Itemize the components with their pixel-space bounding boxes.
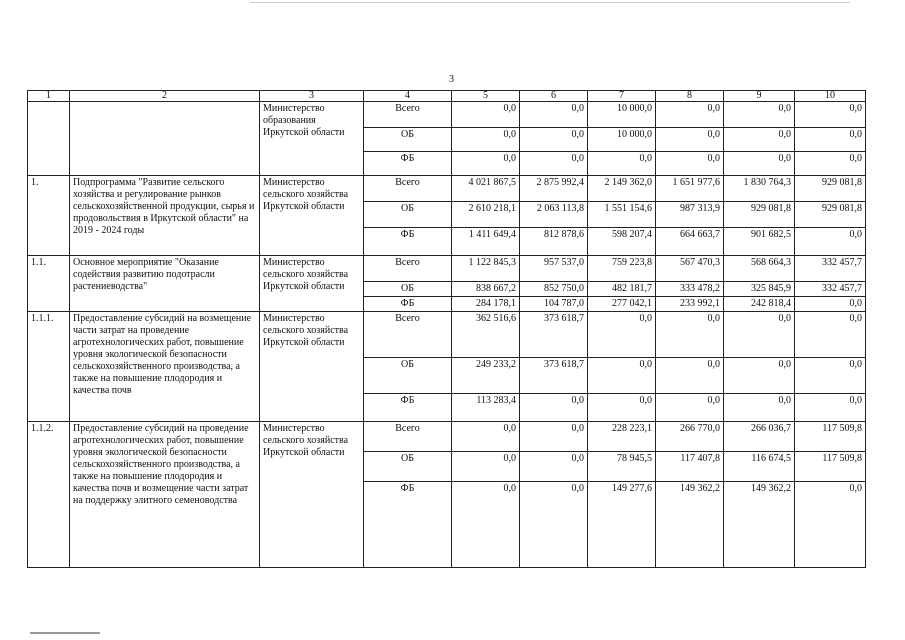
amount-cell: 1 830 764,3: [724, 176, 795, 202]
item-index: 1.1.2.: [28, 422, 70, 568]
table-row: [28, 256, 866, 282]
item-index: 1.: [28, 176, 70, 256]
amount-cell: 987 313,9: [656, 202, 724, 228]
amount-cell: 0,0: [724, 358, 795, 394]
amount-cell: 0,0: [588, 312, 656, 358]
amount-cell: 0,0: [520, 394, 588, 422]
funding-source: ФБ: [364, 394, 452, 422]
amount-cell: 664 663,7: [656, 228, 724, 256]
item-name: Подпрограмма "Развитие сельского хозяйства и регулирование рынков сельскохозяйственной продукции, сырья и продовольствия в Иркутской области" на 2019 - 2024 годы: [70, 176, 260, 256]
column-header: 2: [70, 91, 260, 102]
table-row: [28, 312, 866, 358]
amount-cell: 0,0: [724, 102, 795, 128]
table-row: [28, 102, 866, 128]
amount-cell: 1 551 154,6: [588, 202, 656, 228]
item-name: Предоставление субсидий на возмещение части затрат на проведение агротехнологических работ, повышение уровня экологической безопасности сельскохозяйственного производства, а также на повышение плодородия и качества почв: [70, 312, 260, 422]
funding-source: ОБ: [364, 452, 452, 482]
amount-cell: 0,0: [588, 394, 656, 422]
funding-source: Всего: [364, 256, 452, 282]
funding-source: ОБ: [364, 282, 452, 297]
amount-cell: 838 667,2: [452, 282, 520, 297]
amount-cell: 0,0: [795, 228, 866, 256]
item-name: Предоставление субсидий на проведение агротехнологических работ, повышение уровня экологической безопасности сельскохозяйственного производства, а также на повышение плодородия и качества почв и возмещение части затрат на поддержку элитного семеноводства: [70, 422, 260, 568]
amount-cell: 0,0: [656, 102, 724, 128]
scan-artifact-top: [250, 2, 850, 3]
item-name: [70, 102, 260, 176]
amount-cell: 598 207,4: [588, 228, 656, 256]
amount-cell: 362 516,6: [452, 312, 520, 358]
amount-cell: 812 878,6: [520, 228, 588, 256]
amount-cell: 117 407,8: [656, 452, 724, 482]
funding-source: Всего: [364, 176, 452, 202]
amount-cell: 1 411 649,4: [452, 228, 520, 256]
amount-cell: 0,0: [795, 297, 866, 312]
funding-source: Всего: [364, 102, 452, 128]
funding-source: ОБ: [364, 202, 452, 228]
responsible-executor: Министерство сельского хозяйства Иркутской области: [260, 256, 364, 312]
amount-cell: 0,0: [656, 312, 724, 358]
amount-cell: 0,0: [452, 102, 520, 128]
responsible-executor: Министерство сельского хозяйства Иркутской области: [260, 422, 364, 568]
amount-cell: 266 036,7: [724, 422, 795, 452]
amount-cell: 0,0: [588, 358, 656, 394]
page-number: 3: [449, 74, 454, 85]
amount-cell: 117 509,8: [795, 422, 866, 452]
amount-cell: 2 063 113,8: [520, 202, 588, 228]
amount-cell: 228 223,1: [588, 422, 656, 452]
amount-cell: 373 618,7: [520, 312, 588, 358]
amount-cell: 0,0: [452, 422, 520, 452]
item-index: 1.1.: [28, 256, 70, 312]
amount-cell: 242 818,4: [724, 297, 795, 312]
amount-cell: 0,0: [795, 312, 866, 358]
funding-source: ОБ: [364, 128, 452, 152]
amount-cell: 333 478,2: [656, 282, 724, 297]
amount-cell: 0,0: [795, 358, 866, 394]
amount-cell: 0,0: [724, 312, 795, 358]
column-number-row: [28, 91, 866, 102]
amount-cell: 957 537,0: [520, 256, 588, 282]
amount-cell: 929 081,8: [795, 176, 866, 202]
amount-cell: 2 610 218,1: [452, 202, 520, 228]
amount-cell: 104 787,0: [520, 297, 588, 312]
amount-cell: 759 223,8: [588, 256, 656, 282]
amount-cell: 0,0: [520, 452, 588, 482]
amount-cell: 149 362,2: [724, 482, 795, 568]
amount-cell: 0,0: [520, 422, 588, 452]
amount-cell: 0,0: [452, 152, 520, 176]
item-name: Основное мероприятие "Оказание содействия развитию подотрасли растениеводства": [70, 256, 260, 312]
responsible-executor: Министерство сельского хозяйства Иркутской области: [260, 176, 364, 256]
table-body: [28, 91, 866, 568]
amount-cell: 0,0: [520, 482, 588, 568]
amount-cell: 249 233,2: [452, 358, 520, 394]
amount-cell: 0,0: [452, 482, 520, 568]
amount-cell: 325 845,9: [724, 282, 795, 297]
funding-source: ФБ: [364, 228, 452, 256]
amount-cell: 277 042,1: [588, 297, 656, 312]
amount-cell: 482 181,7: [588, 282, 656, 297]
amount-cell: 117 509,8: [795, 452, 866, 482]
amount-cell: 0,0: [588, 152, 656, 176]
amount-cell: 0,0: [724, 128, 795, 152]
amount-cell: 233 992,1: [656, 297, 724, 312]
amount-cell: 116 674,5: [724, 452, 795, 482]
amount-cell: 266 770,0: [656, 422, 724, 452]
budget-table: [27, 90, 866, 568]
column-header: 5: [452, 91, 520, 102]
amount-cell: 10 000,0: [588, 102, 656, 128]
amount-cell: 0,0: [795, 128, 866, 152]
amount-cell: 0,0: [724, 152, 795, 176]
table-row: [28, 422, 866, 452]
funding-source: Всего: [364, 312, 452, 358]
amount-cell: 929 081,8: [724, 202, 795, 228]
amount-cell: 332 457,7: [795, 256, 866, 282]
amount-cell: 0,0: [520, 128, 588, 152]
column-header: 10: [795, 91, 866, 102]
amount-cell: 0,0: [724, 394, 795, 422]
amount-cell: 0,0: [452, 452, 520, 482]
funding-source: Всего: [364, 422, 452, 452]
item-index: 1.1.1.: [28, 312, 70, 422]
amount-cell: 2 875 992,4: [520, 176, 588, 202]
amount-cell: 149 277,6: [588, 482, 656, 568]
amount-cell: 0,0: [520, 152, 588, 176]
scan-artifact-bottom: [30, 632, 100, 634]
amount-cell: 1 651 977,6: [656, 176, 724, 202]
amount-cell: 0,0: [656, 152, 724, 176]
column-header: 6: [520, 91, 588, 102]
amount-cell: 149 362,2: [656, 482, 724, 568]
amount-cell: 78 945,5: [588, 452, 656, 482]
amount-cell: 901 682,5: [724, 228, 795, 256]
amount-cell: 373 618,7: [520, 358, 588, 394]
funding-source: ОБ: [364, 358, 452, 394]
column-header: 3: [260, 91, 364, 102]
amount-cell: 2 149 362,0: [588, 176, 656, 202]
amount-cell: 0,0: [795, 102, 866, 128]
responsible-executor: Министерство сельского хозяйства Иркутской области: [260, 312, 364, 422]
column-header: 1: [28, 91, 70, 102]
amount-cell: 10 000,0: [588, 128, 656, 152]
column-header: 9: [724, 91, 795, 102]
responsible-executor: Министерство образования Иркутской области: [260, 102, 364, 176]
amount-cell: 567 470,3: [656, 256, 724, 282]
table-row: [28, 176, 866, 202]
amount-cell: 929 081,8: [795, 202, 866, 228]
amount-cell: 852 750,0: [520, 282, 588, 297]
amount-cell: 0,0: [795, 152, 866, 176]
amount-cell: 0,0: [656, 358, 724, 394]
column-header: 8: [656, 91, 724, 102]
funding-source: ФБ: [364, 482, 452, 568]
funding-source: ФБ: [364, 297, 452, 312]
funding-source: ФБ: [364, 152, 452, 176]
column-header: 4: [364, 91, 452, 102]
amount-cell: 0,0: [520, 102, 588, 128]
amount-cell: 4 021 867,5: [452, 176, 520, 202]
amount-cell: 0,0: [795, 394, 866, 422]
amount-cell: 0,0: [656, 394, 724, 422]
amount-cell: 0,0: [795, 482, 866, 568]
item-index: [28, 102, 70, 176]
amount-cell: 113 283,4: [452, 394, 520, 422]
column-header: 7: [588, 91, 656, 102]
amount-cell: 0,0: [656, 128, 724, 152]
amount-cell: 0,0: [452, 128, 520, 152]
amount-cell: 284 178,1: [452, 297, 520, 312]
amount-cell: 568 664,3: [724, 256, 795, 282]
amount-cell: 332 457,7: [795, 282, 866, 297]
amount-cell: 1 122 845,3: [452, 256, 520, 282]
